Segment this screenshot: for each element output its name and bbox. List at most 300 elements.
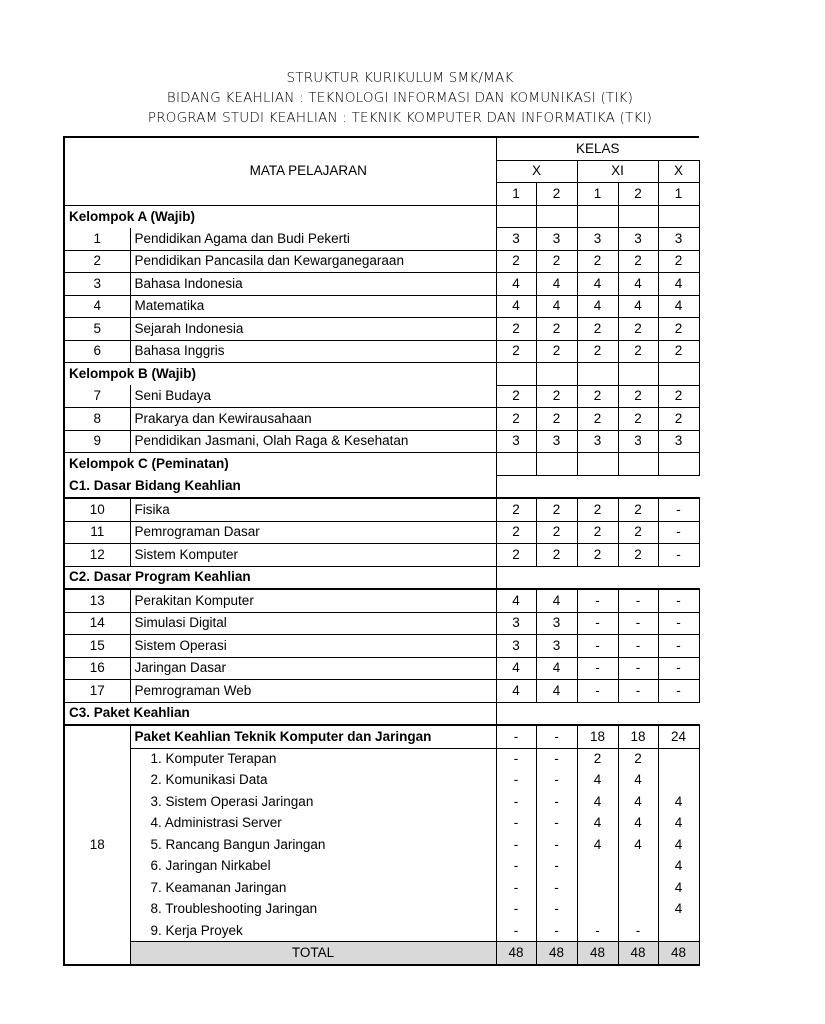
empty-value-cell [536, 566, 577, 589]
hours-value: 4 [536, 589, 577, 612]
overflow-cell [699, 183, 824, 206]
subject-name: Pendidikan Agama dan Budi Pekerti [130, 228, 496, 251]
hours-value: 3 [536, 228, 577, 251]
overflow-cell [699, 834, 824, 856]
semester-cell: 1 [577, 183, 618, 206]
row-number: 15 [64, 635, 130, 658]
hours-value: - [618, 657, 658, 680]
group-label: C3. Paket Keahlian [64, 702, 496, 725]
total-value: 48 [577, 942, 618, 965]
overflow-cell [699, 612, 824, 635]
hours-value: - [577, 680, 618, 703]
row-number: 10 [64, 498, 130, 521]
overflow-cell [699, 725, 824, 748]
hours-value: 3 [577, 228, 618, 251]
hours-value: - [536, 748, 577, 770]
hours-value: 2 [618, 340, 658, 363]
paket-item-name: 1. Komputer Terapan [130, 748, 496, 770]
paket-item-name: 4. Administrasi Server [130, 813, 496, 835]
overflow-cell [699, 160, 824, 183]
hours-value: 3 [496, 228, 536, 251]
group-label: Kelompok B (Wajib) [64, 363, 496, 386]
hours-value: 2 [618, 748, 658, 770]
hours-value: - [536, 834, 577, 856]
hours-value [577, 877, 618, 899]
hours-value: 2 [577, 521, 618, 544]
hours-value: 4 [618, 770, 658, 792]
hours-value: - [496, 920, 536, 942]
table-row [64, 521, 824, 544]
overflow-cell [699, 430, 824, 453]
table-row [64, 250, 824, 273]
row-number: 13 [64, 589, 130, 612]
subject-name: Perakitan Komputer [130, 589, 496, 612]
empty-value-cell [658, 205, 699, 228]
document-title-block [0, 68, 800, 128]
row-number: 11 [64, 521, 130, 544]
table-row [64, 295, 824, 318]
hours-value: 2 [658, 385, 699, 408]
hours-value: 2 [577, 498, 618, 521]
subject-name: Pemrograman Web [130, 680, 496, 703]
hours-value: - [577, 612, 618, 635]
hours-value: 2 [536, 408, 577, 431]
hours-value: - [496, 877, 536, 899]
hours-value: 3 [536, 612, 577, 635]
semester-cell: 1 [496, 183, 536, 206]
hours-value: 2 [536, 521, 577, 544]
table-row [64, 544, 824, 567]
empty-value-cell [536, 363, 577, 386]
hours-value: 4 [496, 295, 536, 318]
hours-value: - [577, 920, 618, 942]
hours-value: - [536, 877, 577, 899]
hours-value: 4 [658, 791, 699, 813]
overflow-cell [699, 250, 824, 273]
hours-value: 3 [577, 430, 618, 453]
hours-value: 4 [658, 834, 699, 856]
paket-item-name: 2. Komunikasi Data [130, 770, 496, 792]
hours-value: 2 [496, 250, 536, 273]
row-number: 4 [64, 295, 130, 318]
overflow-cell [699, 273, 824, 296]
hours-value: 4 [577, 834, 618, 856]
paket-item-name: 9. Kerja Proyek [130, 920, 496, 942]
hours-value: 2 [618, 408, 658, 431]
hours-value [577, 856, 618, 878]
hours-value: - [618, 612, 658, 635]
empty-value-cell [536, 205, 577, 228]
hours-value: - [577, 635, 618, 658]
total-value: 48 [496, 942, 536, 965]
hours-value: 3 [536, 635, 577, 658]
paket-item-row [64, 748, 824, 770]
grade-x: X [496, 160, 577, 183]
hours-value: - [536, 725, 577, 748]
total-value: 48 [536, 942, 577, 965]
paket-item-row [64, 770, 824, 792]
hours-value: - [536, 899, 577, 921]
paket-item-name: 8. Troubleshooting Jaringan [130, 899, 496, 921]
table-row [64, 340, 824, 363]
subject-name: Jaringan Dasar [130, 657, 496, 680]
paket-number: 18 [64, 725, 130, 965]
hours-value: 4 [618, 295, 658, 318]
hours-value: - [496, 791, 536, 813]
hours-value: - [658, 657, 699, 680]
hours-value: 4 [618, 273, 658, 296]
hours-value: - [658, 680, 699, 703]
hours-value: 3 [496, 635, 536, 658]
hours-value: 2 [536, 498, 577, 521]
curriculum-table [63, 136, 825, 966]
hours-value: - [536, 791, 577, 813]
hours-value: 3 [536, 430, 577, 453]
header-row [64, 137, 824, 160]
table-row [64, 228, 824, 251]
hours-value: - [496, 813, 536, 835]
empty-value-cell [618, 363, 658, 386]
hours-value: 2 [536, 250, 577, 273]
paket-item-row [64, 920, 824, 942]
overflow-cell [699, 475, 824, 498]
hours-value: 2 [577, 408, 618, 431]
empty-value-cell [618, 205, 658, 228]
paket-item-row [64, 834, 824, 856]
hours-value: 2 [496, 521, 536, 544]
hours-value: 24 [658, 725, 699, 748]
hours-value: 2 [658, 318, 699, 341]
overflow-cell [699, 295, 824, 318]
hours-value: 4 [577, 791, 618, 813]
subject-name: Sistem Operasi [130, 635, 496, 658]
hours-value: 2 [658, 250, 699, 273]
grade-xii: X [658, 160, 699, 183]
empty-value-cell [658, 566, 699, 589]
group-label: C2. Dasar Program Keahlian [64, 566, 496, 589]
hours-value: 4 [536, 295, 577, 318]
hours-value: 4 [577, 273, 618, 296]
hours-value: 2 [536, 544, 577, 567]
hours-value: - [496, 748, 536, 770]
hours-value: 4 [658, 856, 699, 878]
table-row [64, 385, 824, 408]
empty-value-cell [618, 475, 658, 498]
hours-value: - [496, 770, 536, 792]
empty-value-cell [618, 566, 658, 589]
overflow-cell [699, 318, 824, 341]
semester-cell: 2 [536, 183, 577, 206]
empty-value-cell [496, 363, 536, 386]
hours-value: 4 [496, 273, 536, 296]
hours-value: 4 [577, 770, 618, 792]
overflow-cell [699, 791, 824, 813]
overflow-cell [699, 680, 824, 703]
subject-name: Seni Budaya [130, 385, 496, 408]
row-number: 14 [64, 612, 130, 635]
hours-value: 4 [658, 273, 699, 296]
hours-value: - [496, 725, 536, 748]
table-row [64, 408, 824, 431]
row-number: 17 [64, 680, 130, 703]
paket-item-row [64, 791, 824, 813]
empty-value-cell [496, 475, 536, 498]
overflow-cell [699, 408, 824, 431]
group-row [64, 453, 824, 476]
empty-value-cell [618, 702, 658, 725]
subject-name: Matematika [130, 295, 496, 318]
overflow-cell [699, 899, 824, 921]
total-row [64, 942, 824, 965]
hours-value: - [577, 657, 618, 680]
hours-value: 2 [658, 408, 699, 431]
hours-value: 2 [618, 318, 658, 341]
overflow-cell [699, 920, 824, 942]
subject-name: Prakarya dan Kewirausahaan [130, 408, 496, 431]
hours-value: - [496, 899, 536, 921]
hours-value: 2 [577, 544, 618, 567]
table-row [64, 273, 824, 296]
hours-value: - [496, 834, 536, 856]
hours-value: 4 [577, 295, 618, 318]
hours-value: 4 [536, 657, 577, 680]
paket-item-row [64, 856, 824, 878]
hours-value [618, 877, 658, 899]
hours-value: - [658, 498, 699, 521]
overflow-cell [699, 137, 824, 160]
row-number: 9 [64, 430, 130, 453]
hours-value: 2 [496, 544, 536, 567]
hours-value: 2 [496, 340, 536, 363]
hours-value: 18 [577, 725, 618, 748]
hours-value: 4 [618, 813, 658, 835]
hours-value: 4 [496, 657, 536, 680]
overflow-cell [699, 770, 824, 792]
overflow-cell [699, 589, 824, 612]
hours-value: 2 [618, 250, 658, 273]
hours-value: - [658, 589, 699, 612]
empty-value-cell [577, 205, 618, 228]
hours-value: 2 [618, 385, 658, 408]
group-row [64, 205, 824, 228]
hours-value [658, 920, 699, 942]
hours-value: 2 [658, 340, 699, 363]
row-number: 5 [64, 318, 130, 341]
hours-value: 2 [577, 748, 618, 770]
subject-name: Sistem Komputer [130, 544, 496, 567]
hours-value: 2 [577, 340, 618, 363]
hours-value: - [658, 544, 699, 567]
empty-value-cell [536, 702, 577, 725]
empty-value-cell [496, 453, 536, 476]
hours-value: - [618, 920, 658, 942]
mata-pelajaran-header: MATA PELAJARAN [64, 137, 496, 205]
hours-value [618, 856, 658, 878]
hours-value: - [577, 589, 618, 612]
table-row [64, 680, 824, 703]
hours-value: 3 [496, 612, 536, 635]
hours-value [577, 899, 618, 921]
hours-value: 3 [618, 228, 658, 251]
hours-value [658, 748, 699, 770]
semester-cell: 2 [618, 183, 658, 206]
hours-value: 4 [536, 273, 577, 296]
title-line-1: STRUKTUR KURIKULUM SMK/MAK [286, 70, 514, 86]
empty-value-cell [496, 702, 536, 725]
hours-value: 2 [577, 318, 618, 341]
empty-value-cell [658, 363, 699, 386]
subject-name: Fisika [130, 498, 496, 521]
hours-value: 4 [618, 791, 658, 813]
kelas-header: KELAS [496, 137, 699, 160]
overflow-cell [699, 877, 824, 899]
hours-value: 4 [618, 834, 658, 856]
empty-value-cell [658, 453, 699, 476]
subject-name: Bahasa Indonesia [130, 273, 496, 296]
hours-value: 4 [536, 680, 577, 703]
empty-value-cell [536, 475, 577, 498]
total-value: 48 [618, 942, 658, 965]
row-number: 16 [64, 657, 130, 680]
empty-value-cell [577, 363, 618, 386]
curriculum-table-viewport [63, 136, 768, 960]
group-row [64, 363, 824, 386]
row-number: 2 [64, 250, 130, 273]
empty-value-cell [496, 205, 536, 228]
group-label: C1. Dasar Bidang Keahlian [64, 475, 496, 498]
table-row [64, 430, 824, 453]
hours-value: - [536, 920, 577, 942]
group-row [64, 475, 824, 498]
empty-value-cell [577, 702, 618, 725]
hours-value: - [658, 521, 699, 544]
paket-item-name: 7. Keamanan Jaringan [130, 877, 496, 899]
paket-title: Paket Keahlian Teknik Komputer dan Jaringan [130, 725, 496, 748]
table-row [64, 589, 824, 612]
overflow-cell [699, 702, 824, 725]
subject-name: Pemrograman Dasar [130, 521, 496, 544]
hours-value: 4 [658, 295, 699, 318]
paket-item-name: 5. Rancang Bangun Jaringan [130, 834, 496, 856]
row-number: 8 [64, 408, 130, 431]
paket-item-row [64, 899, 824, 921]
group-row [64, 566, 824, 589]
empty-value-cell [658, 475, 699, 498]
hours-value: - [658, 612, 699, 635]
title-line-2: BIDANG KEAHLIAN : TEKNOLOGI INFORMASI DAN KOMUNIKASI (TIK) [166, 90, 634, 106]
hours-value: 2 [536, 385, 577, 408]
hours-value: 2 [496, 408, 536, 431]
hours-value: 2 [496, 318, 536, 341]
hours-value: 3 [658, 430, 699, 453]
hours-value: 3 [496, 430, 536, 453]
hours-value: 2 [496, 385, 536, 408]
hours-value: 4 [496, 589, 536, 612]
hours-value: - [618, 635, 658, 658]
hours-value: - [618, 680, 658, 703]
hours-value: 3 [658, 228, 699, 251]
group-row [64, 702, 824, 725]
subject-name: Pendidikan Pancasila dan Kewarganegaraan [130, 250, 496, 273]
table-row [64, 635, 824, 658]
overflow-cell [699, 748, 824, 770]
overflow-cell [699, 205, 824, 228]
semester-cell: 1 [658, 183, 699, 206]
overflow-cell [699, 498, 824, 521]
overflow-cell [699, 385, 824, 408]
overflow-cell [699, 635, 824, 658]
overflow-cell [699, 521, 824, 544]
total-value: 48 [658, 942, 699, 965]
hours-value: - [496, 856, 536, 878]
hours-value: 2 [536, 340, 577, 363]
table-row [64, 657, 824, 680]
subject-name: Bahasa Inggris [130, 340, 496, 363]
hours-value: 4 [658, 813, 699, 835]
empty-value-cell [496, 566, 536, 589]
hours-value: 2 [577, 250, 618, 273]
table-row [64, 612, 824, 635]
hours-value: 2 [618, 544, 658, 567]
overflow-cell [699, 544, 824, 567]
hours-value: 18 [618, 725, 658, 748]
table-row [64, 498, 824, 521]
row-number: 12 [64, 544, 130, 567]
paket-title-row [64, 725, 824, 748]
overflow-cell [699, 813, 824, 835]
hours-value: - [536, 813, 577, 835]
overflow-cell [699, 363, 824, 386]
hours-value: 2 [618, 521, 658, 544]
hours-value [658, 770, 699, 792]
hours-value: - [536, 770, 577, 792]
paket-item-name: 3. Sistem Operasi Jaringan [130, 791, 496, 813]
table-row [64, 318, 824, 341]
empty-value-cell [658, 702, 699, 725]
title-line-3: PROGRAM STUDI KEAHLIAN : TEKNIK KOMPUTER DAN INFORMATIKA (TKI) [147, 110, 653, 126]
empty-value-cell [577, 453, 618, 476]
overflow-cell [699, 657, 824, 680]
overflow-cell [699, 340, 824, 363]
paket-item-row [64, 813, 824, 835]
overflow-cell [699, 566, 824, 589]
hours-value: 4 [658, 899, 699, 921]
total-label: TOTAL [130, 942, 496, 965]
hours-value: 2 [618, 498, 658, 521]
overflow-cell [699, 453, 824, 476]
empty-value-cell [577, 566, 618, 589]
row-number: 6 [64, 340, 130, 363]
paket-item-row [64, 877, 824, 899]
hours-value: 3 [618, 430, 658, 453]
hours-value: 2 [577, 385, 618, 408]
overflow-cell [699, 942, 824, 965]
empty-value-cell [618, 453, 658, 476]
hours-value: - [536, 856, 577, 878]
hours-value: 4 [496, 680, 536, 703]
empty-value-cell [536, 453, 577, 476]
overflow-cell [699, 228, 824, 251]
subject-name: Simulasi Digital [130, 612, 496, 635]
empty-value-cell [577, 475, 618, 498]
row-number: 3 [64, 273, 130, 296]
overflow-cell [699, 856, 824, 878]
paket-item-name: 6. Jaringan Nirkabel [130, 856, 496, 878]
subject-name: Sejarah Indonesia [130, 318, 496, 341]
hours-value: 2 [536, 318, 577, 341]
group-label: Kelompok C (Peminatan) [64, 453, 496, 476]
subject-name: Pendidikan Jasmani, Olah Raga & Kesehatan [130, 430, 496, 453]
